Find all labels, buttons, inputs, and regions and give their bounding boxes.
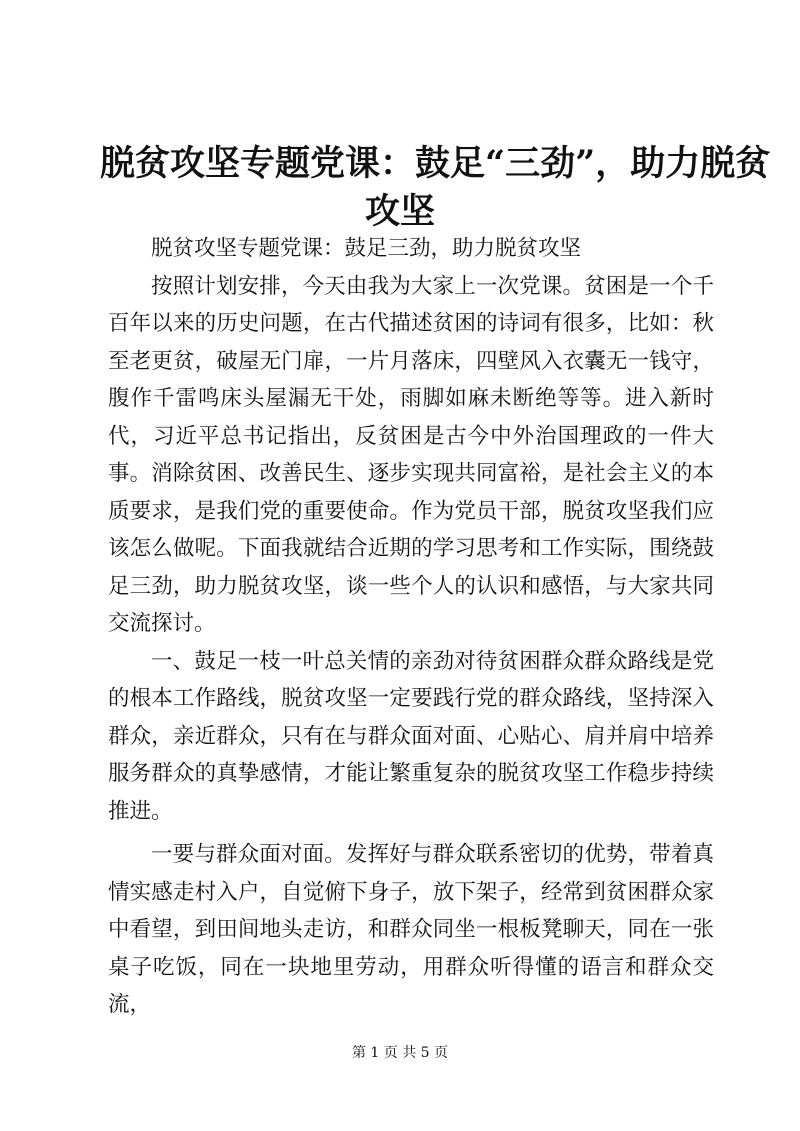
paragraph-3: 一要与群众面对面。发挥好与群众联系密切的优势，带着真情实感走村入户，自觉俯下身子，放下架子，经常到贫困群众家中看望，到田间地头走访，和群众同坐一根板凳聊天，同在一张桌子吃饭，同在一块地里劳动，用群众听得懂的语言和群众交流， — [108, 842, 714, 1017]
title-line-1: 脱贫攻坚专题党课：鼓足“三劲”，助力脱贫 — [100, 143, 771, 184]
title-line-2: 攻坚 — [364, 191, 435, 232]
paragraph-1: 按照计划安排，今天由我为大家上一次党课。贫困是一个千百年以来的历史问题，在古代描述贫困的诗词有很多，比如：秋至老更贫，破屋无门扉，一片月落床，四壁风入衣囊无一钱守，腹作千雷鸣床头屋漏无干处，雨脚如麻未断绝等等。进入新时代，习近平总书记指出，反贫困是古今中外治国理政的一件大事。消除贫困、改善民生、逐步实现共同富裕，是社会主义的本质要求，是我们党的重要使命。作为党员干部，脱贫攻坚我们应该怎么做呢。下面我就结合近期的学习思考和工作实际，围绕鼓足三劲，助力脱贫攻坚，谈一些个人的认识和感悟，与大家共同交流探讨。 — [108, 273, 714, 636]
paragraph-2: 一、鼓足一枝一叶总关情的亲劲对待贫困群众群众路线是党的根本工作路线，脱贫攻坚一定要践行党的群众路线，坚持深入群众，亲近群众，只有在与群众面对面、心贴心、肩并肩中培养服务群众的真挚感情，才能让繁重复杂的脱贫攻坚工作稳步持续推进。 — [108, 648, 714, 824]
page-footer: 第 1 页 共 5 页 — [351, 1045, 449, 1061]
document-subtitle: 脱贫攻坚专题党课：鼓足三劲，助力脱贫攻坚 — [151, 236, 582, 261]
document-body — [108, 230, 714, 1024]
document-title — [100, 140, 771, 236]
